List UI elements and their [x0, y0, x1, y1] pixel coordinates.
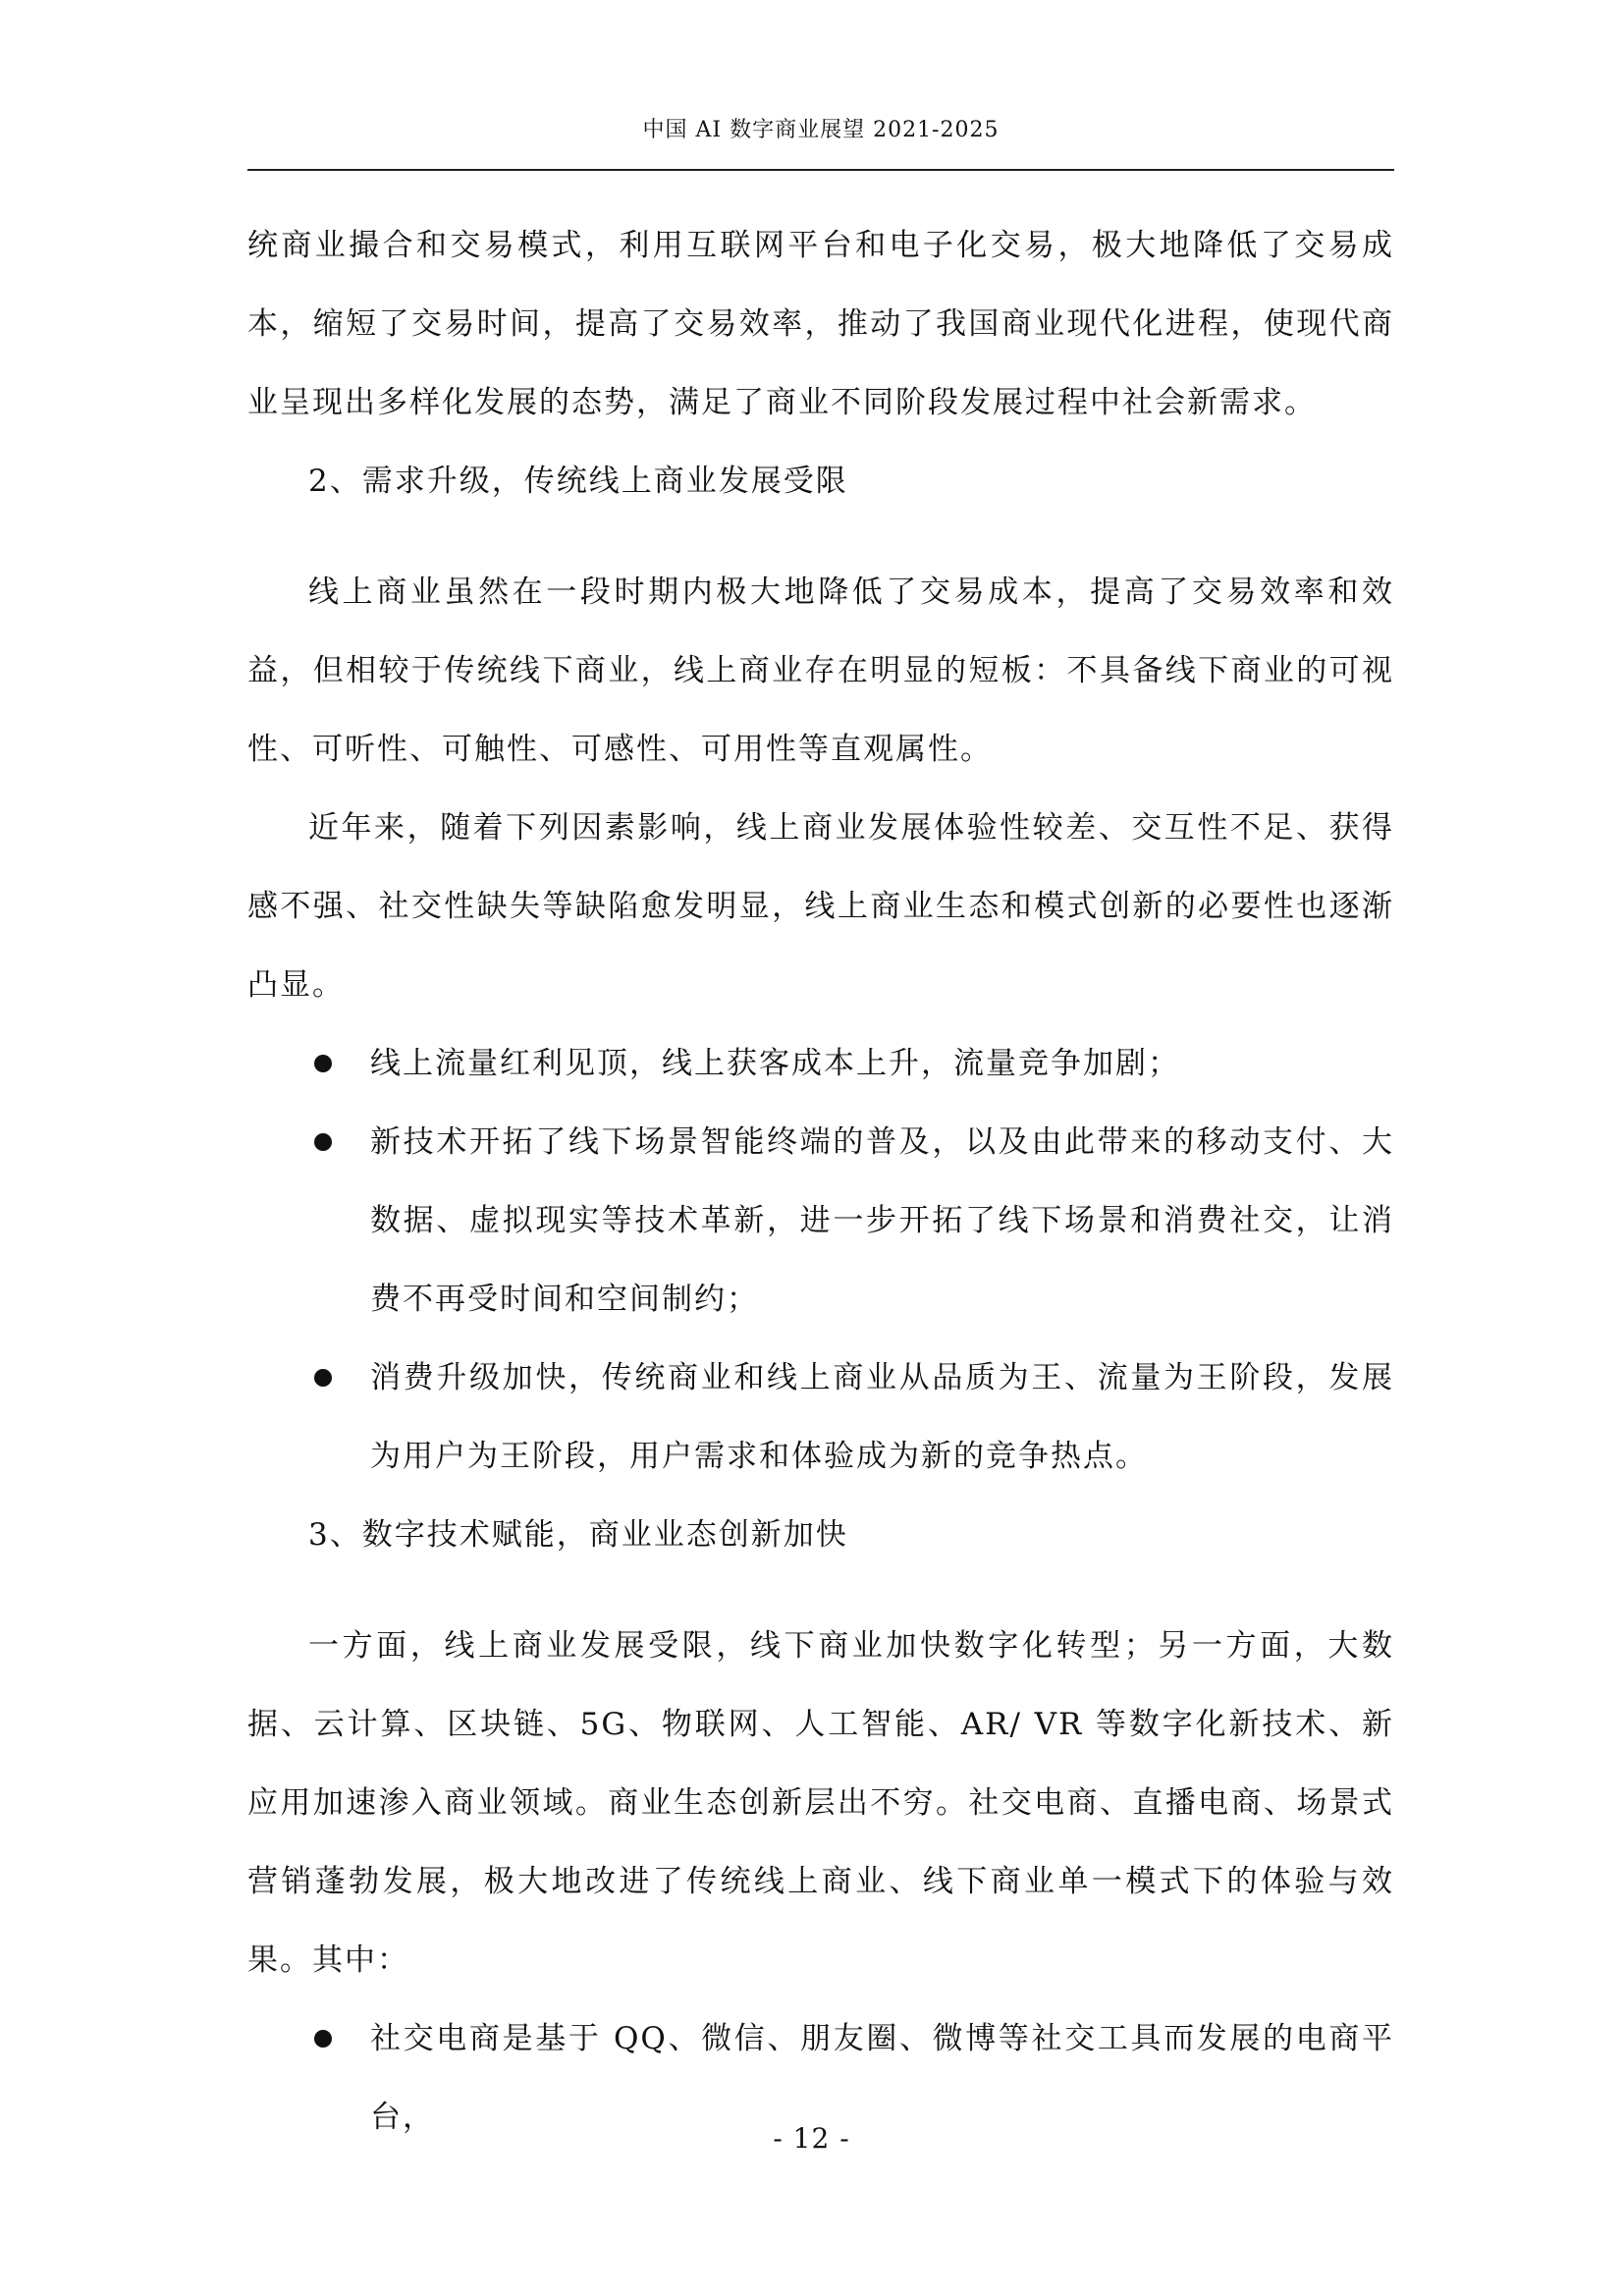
report-title: 中国 AI 数字商业展望 2021-2025 [642, 118, 1000, 142]
paragraph-digital-empowerment: 一方面，线上商业发展受限，线下商业加快数字化转型；另一方面，大数据、云计算、区块链、5G、物联网、人工智能、AR/ VR 等数字化新技术、新应用加速渗入商业领域。商业生态创新层出不穷。社交电商、直播电商、场景式营销蓬勃发展，极大地改进了传统线上商业、线下商业单一模式下的体验与效果。其中： [247, 1628, 1394, 1978]
paragraph-online-shortcomings: 线上商业虽然在一段时期内极大地降低了交易成本，提高了交易效率和效益，但相较于传统线下商业，线上商业存在明显的短板：不具备线下商业的可视性、可听性、可触性、可感性、可用性等直观属性。 [247, 574, 1394, 767]
page-header [247, 116, 1394, 171]
list-item-text: 线上流量红利见顶，线上获客成本上升，流量竞争加剧； [370, 1046, 1180, 1081]
list-item [247, 1103, 1394, 1339]
bullet-icon [314, 1133, 332, 1151]
bullet-icon [314, 2030, 332, 2048]
list-item-text: 消费升级加快，传统商业和线上商业从品质为王、流量为王阶段，发展为用户为王阶段，用户需求和体验成为新的竞争热点。 [370, 1360, 1394, 1474]
section-heading-2: 2、需求升级，传统线上商业发展受限 [308, 464, 848, 499]
document-body [247, 206, 1394, 2157]
list-item-text: 社交电商是基于 QQ、微信、朋友圈、微博等社交工具而发展的电商平台， [370, 2021, 1394, 2135]
section-heading-3: 3、数字技术赋能，商业业态创新加快 [308, 1517, 848, 1553]
bullet-icon [314, 1369, 332, 1387]
list-item-text: 新技术开拓了线下场景智能终端的普及，以及由此带来的移动支付、大数据、虚拟现实等技术革新，进一步开拓了线下场景和消费社交，让消费不再受时间和空间制约； [370, 1124, 1394, 1317]
paragraph-recent-factors: 近年来，随着下列因素影响，线上商业发展体验性较差、交互性不足、获得感不强、社交性缺失等缺陷愈发明显，线上商业生态和模式创新的必要性也逐渐凸显。 [247, 810, 1394, 1003]
spacer [247, 1574, 1394, 1607]
list-item [247, 1024, 1394, 1103]
page-number: - 12 - [773, 2122, 850, 2155]
bullet-icon [314, 1055, 332, 1072]
bullet-list-factors [247, 1024, 1394, 1496]
paragraph-continuation: 统商业撮合和交易模式，利用互联网平台和电子化交易，极大地降低了交易成本，缩短了交易时间，提高了交易效率，推动了我国商业现代化进程，使现代商业呈现出多样化发展的态势，满足了商业不同阶段发展过程中社会新需求。 [247, 228, 1394, 420]
list-item [247, 1339, 1394, 1496]
spacer [247, 520, 1394, 553]
